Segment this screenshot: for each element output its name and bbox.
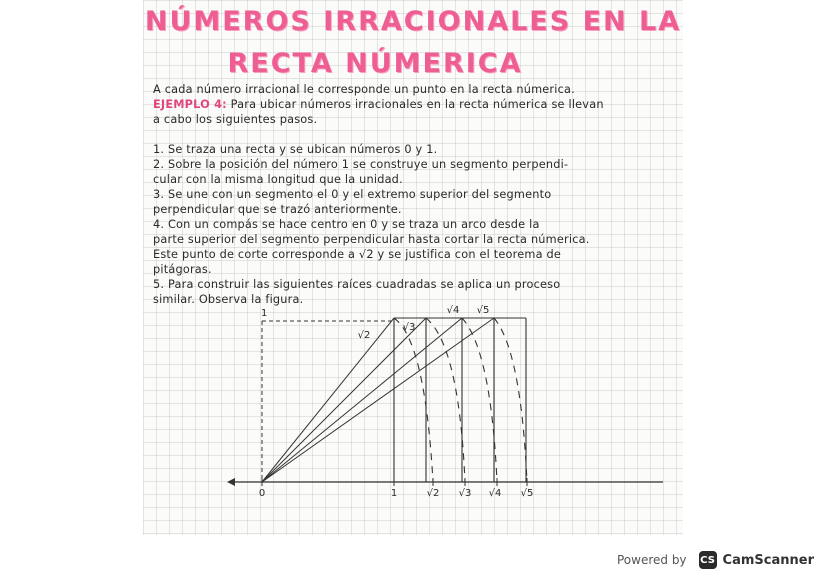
axis-label-1: 1	[390, 488, 398, 499]
step-2-line2: cular con la misma longitud que la unidad.	[153, 173, 403, 186]
ray-sqrt4	[262, 318, 462, 482]
step-3-line1: 3. Se une con un segmento el 0 y el extremo superior del segmento	[153, 188, 552, 201]
step-4-line1: 4. Con un compás se hace centro en 0 y se traza un arco desde la	[153, 218, 540, 231]
arc-sqrt4	[462, 318, 497, 482]
step-3-line2: perpendicular que se trazó anteriormente.	[153, 203, 402, 216]
intro-text: A cada número irracional le corresponde un punto en la recta númerica.	[153, 83, 575, 96]
ray-sqrt5	[262, 318, 494, 482]
page-title: NÚMEROS IRRACIONALES EN LA	[144, 6, 682, 37]
top-label-sqrt4: √4	[446, 305, 460, 316]
camscanner-logo-icon: CS	[699, 551, 717, 569]
scanner-watermark	[617, 551, 814, 569]
compass-arcs	[394, 318, 527, 482]
example-text: Para ubicar números irracionales en la recta númerica se llevan	[230, 98, 604, 111]
example-line2: a cabo los siguientes pasos.	[153, 113, 318, 126]
arc-sqrt5	[494, 318, 527, 482]
ray-sqrt2	[262, 318, 394, 482]
axis-arrow-left-icon	[227, 478, 235, 486]
top-label-sqrt2: √2	[357, 330, 371, 341]
axis-label-sqrt2: √2	[426, 488, 440, 499]
number-line-figure	[143, 0, 683, 535]
example-label: EJEMPLO 4:	[153, 98, 227, 111]
arc-sqrt2	[394, 318, 433, 482]
unit-label: 1	[261, 308, 268, 319]
step-2-line1: 2. Sobre la posición del número 1 se construye un segmento perpendi-	[153, 158, 569, 171]
ray-sqrt3	[262, 318, 426, 482]
axis-label-sqrt3: √3	[458, 488, 472, 499]
step-5-line1: 5. Para construir las siguientes raíces cuadradas se aplica un proceso	[153, 278, 561, 291]
step-4-line2: parte superior del segmento perpendicular hasta cortar la recta númerica.	[153, 233, 590, 246]
step-4-line4: pitágoras.	[153, 263, 212, 276]
axis-label-sqrt4: √4	[488, 488, 502, 499]
step-4-line3: Este punto de corte corresponde a √2 y se justifica con el teorema de	[153, 248, 562, 261]
top-label-sqrt5: √5	[476, 305, 490, 316]
axis-label-0: 0	[258, 488, 266, 499]
axis-label-sqrt5: √5	[520, 488, 534, 499]
top-label-sqrt3: √3	[402, 322, 416, 333]
step-5-line2: similar. Observa la figura.	[153, 293, 304, 306]
page-title-line2: RECTA NÚMERICA	[227, 48, 523, 79]
powered-by-text: Powered by	[616, 553, 687, 567]
step-1: 1. Se traza una recta y se ubican números 0 y 1.	[153, 143, 438, 156]
hypotenuse-rays	[262, 318, 494, 482]
camscanner-brand: CamScanner	[722, 552, 814, 568]
